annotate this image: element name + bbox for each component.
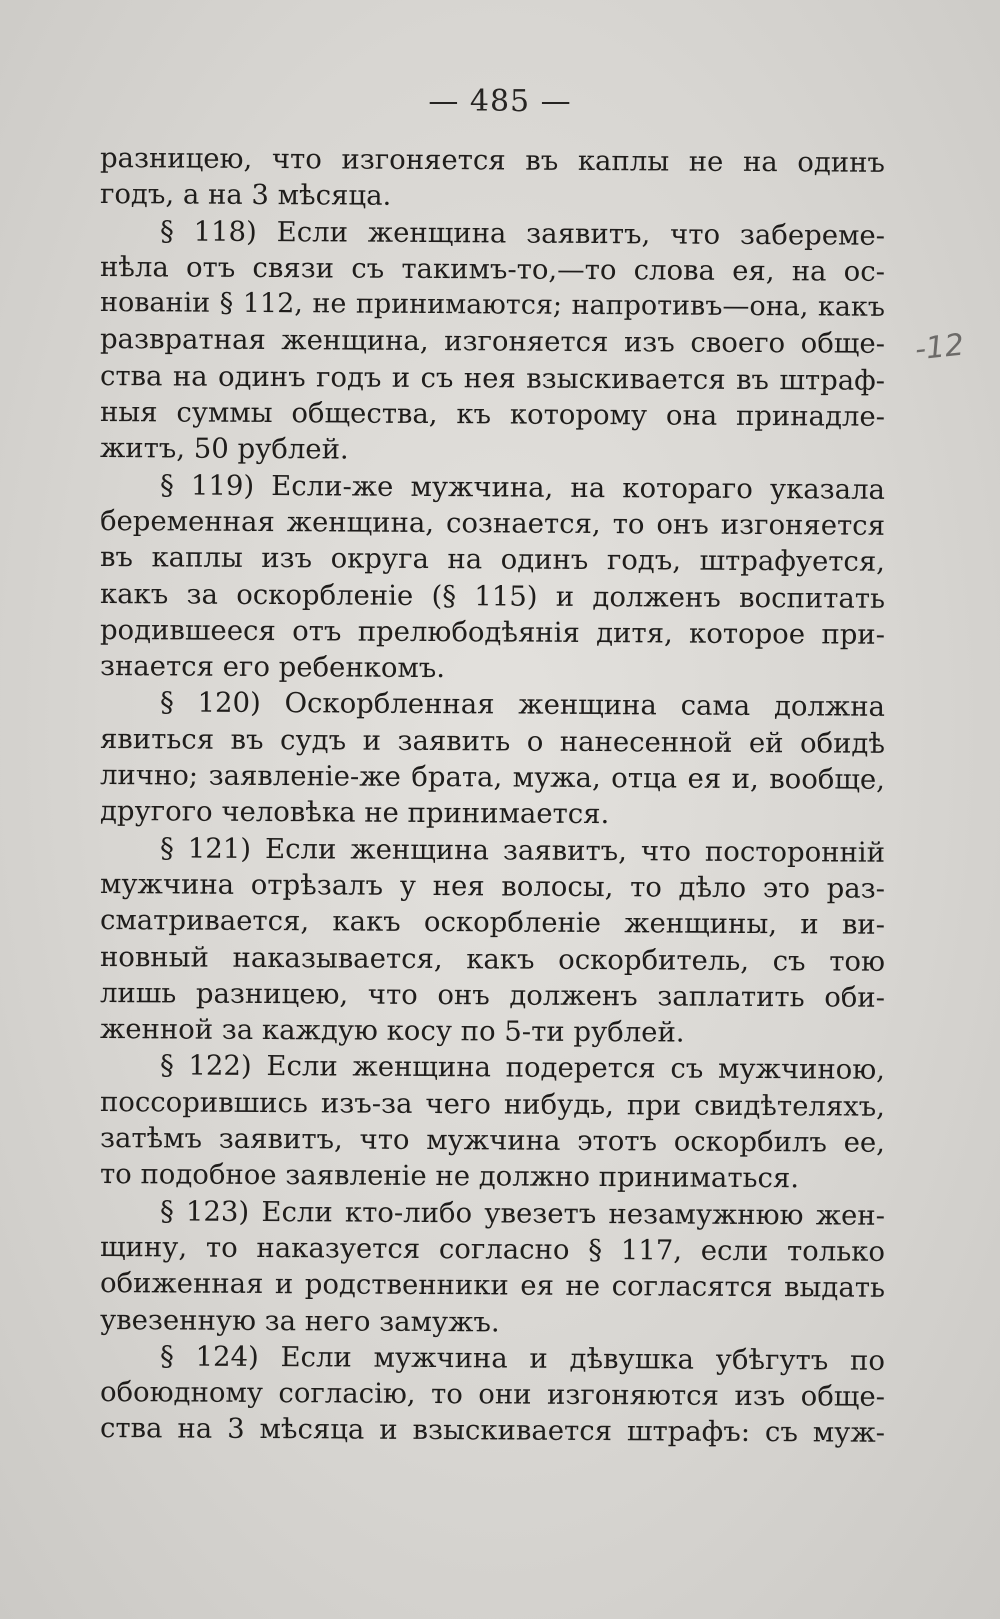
text-line: женной за каждую косу по 5-ти рублей. bbox=[99, 1013, 685, 1049]
text-line: обиженная и родственники ея не согласятся выдать bbox=[99, 1267, 886, 1304]
paragraph-first-line: § 119) Если-же мужчина, на котораго указала bbox=[159, 469, 886, 506]
text-line: поссорившись изъ-за чего нибудь, при свидѣтеляхъ, bbox=[99, 1085, 886, 1123]
text-line: какъ за оскорбленіе (§ 115) и долженъ воспитать bbox=[99, 577, 886, 615]
text-line: въ каплы изъ округа на одинъ годъ, штрафуется, bbox=[99, 541, 886, 579]
text-line: лично; заявленіе-же брата, мужа, отца ея и, вообще, bbox=[99, 759, 886, 796]
text-line: новный наказывается, какъ оскорбитель, съ тою bbox=[99, 940, 886, 978]
text-line: нѣла отъ связи съ такимъ-то,—то слова ея, на ос- bbox=[99, 250, 886, 288]
text-line: лишь разницею, что онъ долженъ заплатить оби- bbox=[99, 976, 886, 1014]
paragraph-first-line: § 121) Если женщина заявитъ, что посторонній bbox=[159, 832, 886, 869]
text-line: ства на 3 мѣсяца и взыскивается штрафъ: съ муж- bbox=[99, 1412, 886, 1450]
body-text bbox=[99, 140, 886, 1450]
text-line: знается его ребенкомъ. bbox=[99, 650, 446, 685]
text-line: ства на одинъ годъ и съ нея взыскивается въ штраф- bbox=[99, 359, 886, 397]
text-line: развратная женщина, изгоняется изъ своего обще- bbox=[99, 323, 886, 361]
paragraph-first-line: § 124) Если мужчина и дѣвушка убѣгутъ по bbox=[159, 1340, 886, 1377]
text-line: затѣмъ заявитъ, что мужчина этотъ оскорбилъ ее, bbox=[99, 1122, 886, 1159]
text-line: то подобное заявленіе не должно приниматься. bbox=[99, 1158, 800, 1195]
paragraph-first-line: § 118) Если женщина заявитъ, что забереме- bbox=[159, 214, 886, 252]
text-line: явиться въ судъ и заявить о нанесенной ей обидѣ bbox=[99, 722, 886, 760]
page-number: — 485 — bbox=[428, 84, 572, 119]
text-line: увезенную за него замужъ. bbox=[99, 1303, 500, 1338]
text-line: сматривается, какъ оскорбленіе женщины, и ви- bbox=[99, 904, 886, 942]
text-line: родившееся отъ прелюбодѣянія дитя, которое при- bbox=[99, 613, 886, 651]
paragraph-first-line: § 123) Если кто-либо увезетъ незамужнюю жен- bbox=[159, 1194, 886, 1232]
text-line: нованіи § 112, не принимаются; напротивъ—она, какъ bbox=[99, 287, 886, 323]
text-line: обоюдному согласію, то они изгоняются изъ обще- bbox=[99, 1376, 886, 1413]
text-line: ныя суммы общества, къ которому она принадле- bbox=[99, 396, 886, 433]
text-line: годъ, а на 3 мѣсяца. bbox=[99, 178, 392, 213]
handwritten-margin-note: -12 bbox=[913, 327, 966, 368]
text-line: житъ, 50 рублей. bbox=[99, 432, 349, 466]
text-line: разницею, что изгоняется въ каплы не на одинъ bbox=[99, 142, 886, 179]
paragraph-first-line: § 120) Оскорбленная женщина сама должна bbox=[159, 686, 886, 724]
text-line: другого человѣка не принимается. bbox=[99, 795, 610, 831]
text-line: беременная женщина, сознается, то онъ изгоняется bbox=[99, 504, 886, 542]
text-line: щину, то наказуется согласно § 117, если только bbox=[99, 1230, 886, 1268]
text-line: мужчина отрѣзалъ у нея волосы, то дѣло это раз- bbox=[99, 867, 886, 905]
paragraph-first-line: § 122) Если женщина подерется съ мужчиною, bbox=[159, 1049, 886, 1087]
